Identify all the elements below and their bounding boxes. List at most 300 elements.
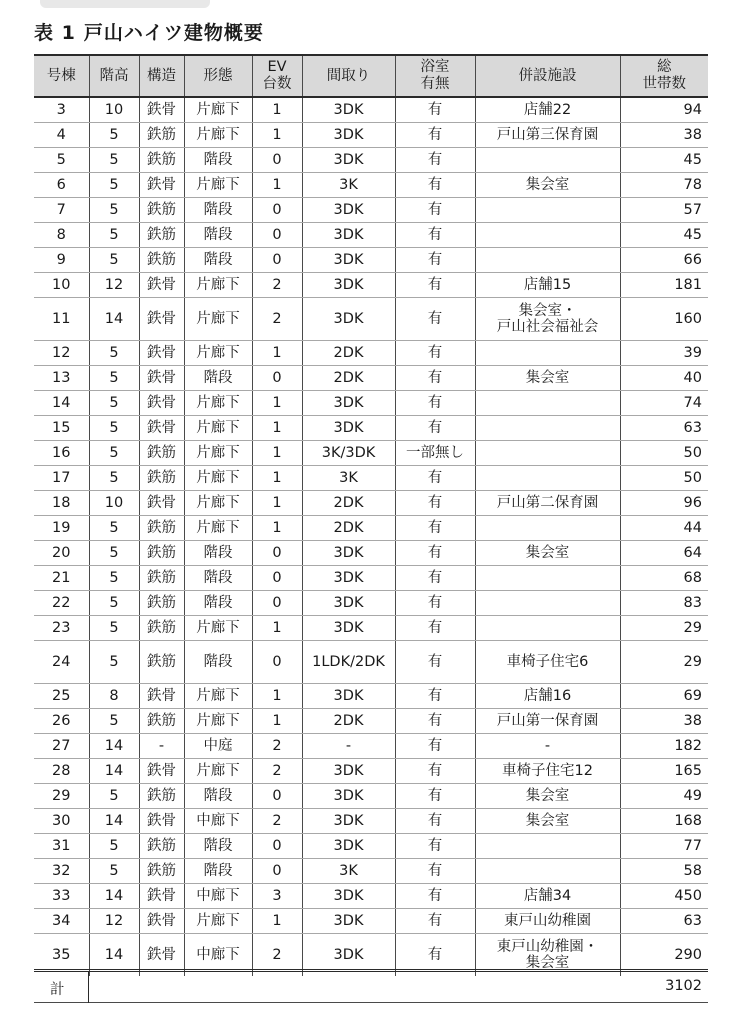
- cell-structure: 鉄筋: [139, 834, 184, 859]
- cell-layout-type: 階段: [184, 591, 252, 616]
- cell-households: 77: [620, 834, 708, 859]
- cell-layout-type: 片廊下: [184, 759, 252, 784]
- cell-floor-plan: 3DK: [302, 566, 395, 591]
- header-elevator-count-line: EV: [267, 59, 287, 75]
- cell-layout-type: 片廊下: [184, 441, 252, 466]
- cell-households: 63: [620, 416, 708, 441]
- cell-building-no: 10: [34, 273, 89, 298]
- cell-structure: 鉄筋: [139, 591, 184, 616]
- cell-elevator-count: 1: [252, 466, 302, 491]
- cell-floors: 5: [89, 709, 139, 734]
- building-summary-table: [34, 54, 708, 976]
- cell-building-no: 9: [34, 248, 89, 273]
- cell-layout-type: 階段: [184, 248, 252, 273]
- table-row: [34, 391, 708, 416]
- cell-structure: 鉄筋: [139, 541, 184, 566]
- cell-elevator-count: 1: [252, 616, 302, 641]
- cell-floors: 5: [89, 123, 139, 148]
- cell-floor-plan: 3DK: [302, 248, 395, 273]
- cell-households: 290: [620, 934, 708, 977]
- cell-facilities: 戸山第一保育園: [475, 709, 620, 734]
- cell-floor-plan: 3DK: [302, 416, 395, 441]
- cell-facilities: [475, 248, 620, 273]
- cell-floors: 14: [89, 809, 139, 834]
- table-row: [34, 734, 708, 759]
- header-bath-line: 浴室: [420, 59, 450, 75]
- table-body: [34, 97, 708, 976]
- cell-bath: 有: [395, 591, 475, 616]
- header-floor-plan-line: 間取り: [326, 67, 371, 84]
- cell-building-no: 25: [34, 684, 89, 709]
- cell-facilities: 東戸山幼稚園: [475, 909, 620, 934]
- cell-households: 181: [620, 273, 708, 298]
- cell-floor-plan: 2DK: [302, 491, 395, 516]
- cell-facilities: [475, 516, 620, 541]
- cell-households: 96: [620, 491, 708, 516]
- cell-bath: 有: [395, 934, 475, 977]
- cell-elevator-count: 2: [252, 298, 302, 341]
- cell-elevator-count: 1: [252, 684, 302, 709]
- cell-bath: 有: [395, 148, 475, 173]
- cell-building-no: 31: [34, 834, 89, 859]
- cell-building-no: 30: [34, 809, 89, 834]
- cell-layout-type: 中庭: [184, 734, 252, 759]
- cell-building-no: 11: [34, 298, 89, 341]
- cell-elevator-count: 2: [252, 273, 302, 298]
- cell-elevator-count: 1: [252, 97, 302, 123]
- cell-structure: 鉄骨: [139, 416, 184, 441]
- cell-structure: 鉄骨: [139, 273, 184, 298]
- cell-floors: 5: [89, 591, 139, 616]
- cell-elevator-count: 0: [252, 366, 302, 391]
- cell-elevator-count: 2: [252, 734, 302, 759]
- cell-households: 57: [620, 198, 708, 223]
- cell-floors: 5: [89, 391, 139, 416]
- cell-layout-type: 片廊下: [184, 123, 252, 148]
- cell-structure: 鉄筋: [139, 566, 184, 591]
- cell-facilities: [475, 591, 620, 616]
- cell-layout-type: 階段: [184, 784, 252, 809]
- cell-facilities: 店舗16: [475, 684, 620, 709]
- cell-floors: 14: [89, 884, 139, 909]
- cell-facilities: 店舗15: [475, 273, 620, 298]
- cell-bath: 有: [395, 834, 475, 859]
- cell-elevator-count: 0: [252, 566, 302, 591]
- cell-elevator-count: 0: [252, 148, 302, 173]
- cell-structure: 鉄筋: [139, 466, 184, 491]
- cell-building-no: 5: [34, 148, 89, 173]
- cell-floor-plan: 2DK: [302, 516, 395, 541]
- table-row: [34, 684, 708, 709]
- cell-floor-plan: 3DK: [302, 541, 395, 566]
- header-facilities-line: 併設施設: [518, 67, 577, 84]
- cell-households: 44: [620, 516, 708, 541]
- cell-floor-plan: 3K: [302, 466, 395, 491]
- cell-line: 東戸山幼稚園・: [496, 939, 599, 955]
- cell-bath: 有: [395, 541, 475, 566]
- cell-layout-type: 片廊下: [184, 909, 252, 934]
- cell-facilities: [475, 391, 620, 416]
- cell-households: 450: [620, 884, 708, 909]
- cell-structure: 鉄筋: [139, 441, 184, 466]
- cell-bath: 有: [395, 391, 475, 416]
- cell-elevator-count: 1: [252, 516, 302, 541]
- cell-facilities: [475, 341, 620, 366]
- cell-households: 69: [620, 684, 708, 709]
- table-row: [34, 441, 708, 466]
- table-row: [34, 809, 708, 834]
- cell-floor-plan: 1LDK/2DK: [302, 641, 395, 684]
- cell-bath: 有: [395, 491, 475, 516]
- cell-structure: 鉄骨: [139, 684, 184, 709]
- header-layout-type-line: 形態: [203, 67, 233, 84]
- table-row: [34, 198, 708, 223]
- cell-building-no: 27: [34, 734, 89, 759]
- cell-bath: 有: [395, 784, 475, 809]
- cell-layout-type: 片廊下: [184, 298, 252, 341]
- cell-structure: 鉄筋: [139, 123, 184, 148]
- cell-floor-plan: 3K: [302, 859, 395, 884]
- header-bath: [395, 55, 475, 97]
- cell-households: 58: [620, 859, 708, 884]
- cell-structure: 鉄筋: [139, 709, 184, 734]
- cell-layout-type: 中廊下: [184, 884, 252, 909]
- cell-bath: 有: [395, 809, 475, 834]
- cell-facilities: 店舗34: [475, 884, 620, 909]
- cell-bath: 有: [395, 709, 475, 734]
- cell-structure: 鉄骨: [139, 491, 184, 516]
- cell-structure: 鉄筋: [139, 641, 184, 684]
- cell-facilities: 集会室: [475, 173, 620, 198]
- cell-households: 45: [620, 223, 708, 248]
- cell-layout-type: 階段: [184, 859, 252, 884]
- header-layout-type: [184, 55, 252, 97]
- cell-building-no: 8: [34, 223, 89, 248]
- cell-building-no: 16: [34, 441, 89, 466]
- cell-households: 50: [620, 466, 708, 491]
- cell-floors: 5: [89, 616, 139, 641]
- cell-floor-plan: 3K: [302, 173, 395, 198]
- cell-bath: 有: [395, 566, 475, 591]
- cell-bath: 有: [395, 759, 475, 784]
- cell-floors: 5: [89, 416, 139, 441]
- cell-bath: 一部無し: [395, 441, 475, 466]
- header-row: [34, 55, 708, 97]
- cell-building-no: 6: [34, 173, 89, 198]
- cell-bath: 有: [395, 641, 475, 684]
- cell-bath: 有: [395, 198, 475, 223]
- cell-floor-plan: 3DK: [302, 591, 395, 616]
- cell-households: 64: [620, 541, 708, 566]
- cell-elevator-count: 1: [252, 441, 302, 466]
- cell-households: 38: [620, 709, 708, 734]
- cell-bath: 有: [395, 734, 475, 759]
- cell-floor-plan: 3DK: [302, 123, 395, 148]
- cell-elevator-count: 1: [252, 173, 302, 198]
- cell-floors: 5: [89, 248, 139, 273]
- cell-floor-plan: 3DK: [302, 809, 395, 834]
- cell-building-no: 3: [34, 97, 89, 123]
- table-row: [34, 223, 708, 248]
- cell-layout-type: 階段: [184, 834, 252, 859]
- cell-facilities: 戸山第二保育園: [475, 491, 620, 516]
- cell-households: 50: [620, 441, 708, 466]
- cell-floor-plan: 3K/3DK: [302, 441, 395, 466]
- header-structure-line: 構造: [147, 67, 176, 84]
- cell-floors: 5: [89, 366, 139, 391]
- header-structure: [139, 55, 184, 97]
- header-bath-line: 有無: [420, 76, 450, 92]
- cell-layout-type: 片廊下: [184, 97, 252, 123]
- cell-building-no: 19: [34, 516, 89, 541]
- table-row: [34, 248, 708, 273]
- cell-layout-type: 階段: [184, 641, 252, 684]
- table-row: [34, 859, 708, 884]
- cell-building-no: 13: [34, 366, 89, 391]
- cell-floors: 10: [89, 491, 139, 516]
- cell-floors: 5: [89, 441, 139, 466]
- header-building-no-line: 号棟: [46, 67, 76, 84]
- cell-facilities: [475, 441, 620, 466]
- cell-layout-type: 階段: [184, 366, 252, 391]
- cell-floor-plan: 3DK: [302, 784, 395, 809]
- header-elevator-count-line: 台数: [262, 76, 292, 92]
- cell-facilities: 集会室: [475, 366, 620, 391]
- cell-floors: 14: [89, 759, 139, 784]
- table-row: [34, 466, 708, 491]
- cell-floors: 5: [89, 834, 139, 859]
- table-row: [34, 884, 708, 909]
- table-row: [34, 516, 708, 541]
- cell-floors: 14: [89, 298, 139, 341]
- cell-building-no: 21: [34, 566, 89, 591]
- cell-structure: 鉄骨: [139, 97, 184, 123]
- cell-floor-plan: 3DK: [302, 884, 395, 909]
- header-floors: [89, 55, 139, 97]
- cell-elevator-count: 2: [252, 809, 302, 834]
- cell-elevator-count: 1: [252, 909, 302, 934]
- cell-bath: 有: [395, 516, 475, 541]
- cell-facilities: 集会室: [475, 809, 620, 834]
- total-divider: [88, 972, 89, 1003]
- cell-layout-type: 片廊下: [184, 341, 252, 366]
- cell-structure: 鉄骨: [139, 909, 184, 934]
- table-row: [34, 366, 708, 391]
- header-floors-line: 階高: [99, 67, 129, 84]
- cell-floors: 8: [89, 684, 139, 709]
- cell-floors: 14: [89, 934, 139, 977]
- cell-households: 29: [620, 641, 708, 684]
- cell-households: 68: [620, 566, 708, 591]
- cell-building-no: 26: [34, 709, 89, 734]
- cell-facilities: [475, 566, 620, 591]
- cell-elevator-count: 0: [252, 834, 302, 859]
- cell-households: 45: [620, 148, 708, 173]
- cell-floors: 5: [89, 223, 139, 248]
- cell-floors: 14: [89, 734, 139, 759]
- total-row: [34, 969, 708, 1003]
- header-households-line: 世帯数: [642, 76, 686, 92]
- cell-facilities: -: [475, 734, 620, 759]
- total-value: 3102: [665, 978, 702, 994]
- cell-households: 160: [620, 298, 708, 341]
- table-row: [34, 97, 708, 123]
- table-row: [34, 909, 708, 934]
- table-row: [34, 341, 708, 366]
- cell-structure: 鉄筋: [139, 198, 184, 223]
- cell-building-no: 23: [34, 616, 89, 641]
- cell-building-no: 4: [34, 123, 89, 148]
- cell-elevator-count: 1: [252, 416, 302, 441]
- cell-facilities: [475, 198, 620, 223]
- cell-floors: 5: [89, 466, 139, 491]
- cell-layout-type: 中廊下: [184, 809, 252, 834]
- table-row: [34, 834, 708, 859]
- cell-building-no: 35: [34, 934, 89, 977]
- table-row: [34, 273, 708, 298]
- cell-floors: 10: [89, 97, 139, 123]
- cell-building-no: 18: [34, 491, 89, 516]
- cell-floors: 5: [89, 784, 139, 809]
- cell-layout-type: 片廊下: [184, 416, 252, 441]
- cell-structure: 鉄骨: [139, 884, 184, 909]
- table-row: [34, 541, 708, 566]
- cell-floors: 12: [89, 273, 139, 298]
- table-row: [34, 491, 708, 516]
- total-label: 計: [50, 982, 65, 998]
- cell-facilities: [475, 148, 620, 173]
- cell-facilities: [475, 834, 620, 859]
- cell-facilities: 車椅子住宅12: [475, 759, 620, 784]
- cell-line: 戸山社会福祉会: [496, 319, 599, 335]
- cell-floor-plan: 2DK: [302, 366, 395, 391]
- cell-floors: 5: [89, 516, 139, 541]
- cell-elevator-count: 1: [252, 491, 302, 516]
- cell-facilities: [475, 859, 620, 884]
- cell-households: 40: [620, 366, 708, 391]
- cell-households: 38: [620, 123, 708, 148]
- cell-facilities: 車椅子住宅6: [475, 641, 620, 684]
- cell-elevator-count: 0: [252, 784, 302, 809]
- cell-elevator-count: 0: [252, 641, 302, 684]
- cell-line: 集会室・: [518, 303, 577, 319]
- table-row: [34, 709, 708, 734]
- cell-bath: 有: [395, 616, 475, 641]
- cell-layout-type: 片廊下: [184, 173, 252, 198]
- cell-building-no: 34: [34, 909, 89, 934]
- cell-bath: 有: [395, 884, 475, 909]
- cell-floors: 12: [89, 909, 139, 934]
- cell-bath: 有: [395, 341, 475, 366]
- cell-floor-plan: 2DK: [302, 341, 395, 366]
- cell-structure: 鉄骨: [139, 173, 184, 198]
- header-building-no: [34, 55, 89, 97]
- cell-bath: 有: [395, 223, 475, 248]
- cell-building-no: 32: [34, 859, 89, 884]
- cell-floors: 5: [89, 641, 139, 684]
- cell-structure: 鉄骨: [139, 391, 184, 416]
- cell-households: 66: [620, 248, 708, 273]
- cell-layout-type: 階段: [184, 541, 252, 566]
- cell-bath: 有: [395, 366, 475, 391]
- cell-households: 165: [620, 759, 708, 784]
- cell-structure: 鉄筋: [139, 859, 184, 884]
- cell-households: 83: [620, 591, 708, 616]
- cell-households: 182: [620, 734, 708, 759]
- table-row: [34, 148, 708, 173]
- header-floor-plan: [302, 55, 395, 97]
- cell-layout-type: 片廊下: [184, 491, 252, 516]
- cell-structure: -: [139, 734, 184, 759]
- header-elevator-count: [252, 55, 302, 97]
- cell-facilities: [475, 223, 620, 248]
- cell-elevator-count: 1: [252, 341, 302, 366]
- cell-households: 49: [620, 784, 708, 809]
- cell-facilities: 集会室: [475, 541, 620, 566]
- cell-floors: 5: [89, 341, 139, 366]
- cell-structure: 鉄骨: [139, 366, 184, 391]
- cell-bath: 有: [395, 123, 475, 148]
- cell-floor-plan: 3DK: [302, 273, 395, 298]
- cell-layout-type: 片廊下: [184, 273, 252, 298]
- cell-elevator-count: 0: [252, 541, 302, 566]
- cell-building-no: 28: [34, 759, 89, 784]
- cell-floors: 5: [89, 541, 139, 566]
- cell-structure: 鉄筋: [139, 616, 184, 641]
- table-row: [34, 123, 708, 148]
- cell-floors: 5: [89, 173, 139, 198]
- cell-households: 63: [620, 909, 708, 934]
- cell-floor-plan: 2DK: [302, 709, 395, 734]
- cell-floor-plan: 3DK: [302, 616, 395, 641]
- cell-layout-type: 片廊下: [184, 709, 252, 734]
- cell-structure: 鉄筋: [139, 248, 184, 273]
- table-row: [34, 591, 708, 616]
- cell-facilities: 戸山第三保育園: [475, 123, 620, 148]
- table-title: [34, 18, 264, 45]
- cell-layout-type: 階段: [184, 223, 252, 248]
- cell-structure: 鉄骨: [139, 809, 184, 834]
- cell-structure: 鉄骨: [139, 298, 184, 341]
- cell-elevator-count: 0: [252, 859, 302, 884]
- cell-layout-type: 片廊下: [184, 466, 252, 491]
- table-row: [34, 616, 708, 641]
- cell-facilities: 店舗22: [475, 97, 620, 123]
- cell-floors: 5: [89, 198, 139, 223]
- cell-structure: 鉄筋: [139, 223, 184, 248]
- cell-elevator-count: 0: [252, 591, 302, 616]
- table-row: [34, 759, 708, 784]
- header-households-line: 総: [657, 59, 672, 75]
- cell-building-no: 22: [34, 591, 89, 616]
- cell-floors: 5: [89, 859, 139, 884]
- table-row: [34, 416, 708, 441]
- cell-bath: 有: [395, 298, 475, 341]
- cell-elevator-count: 0: [252, 248, 302, 273]
- cell-building-no: 24: [34, 641, 89, 684]
- cell-bath: 有: [395, 859, 475, 884]
- cell-elevator-count: 1: [252, 391, 302, 416]
- cell-elevator-count: 2: [252, 759, 302, 784]
- cell-bath: 有: [395, 173, 475, 198]
- cell-households: 168: [620, 809, 708, 834]
- cell-structure: 鉄筋: [139, 516, 184, 541]
- cell-bath: 有: [395, 248, 475, 273]
- cell-bath: 有: [395, 909, 475, 934]
- cell-building-no: 17: [34, 466, 89, 491]
- cell-building-no: 33: [34, 884, 89, 909]
- cell-bath: 有: [395, 97, 475, 123]
